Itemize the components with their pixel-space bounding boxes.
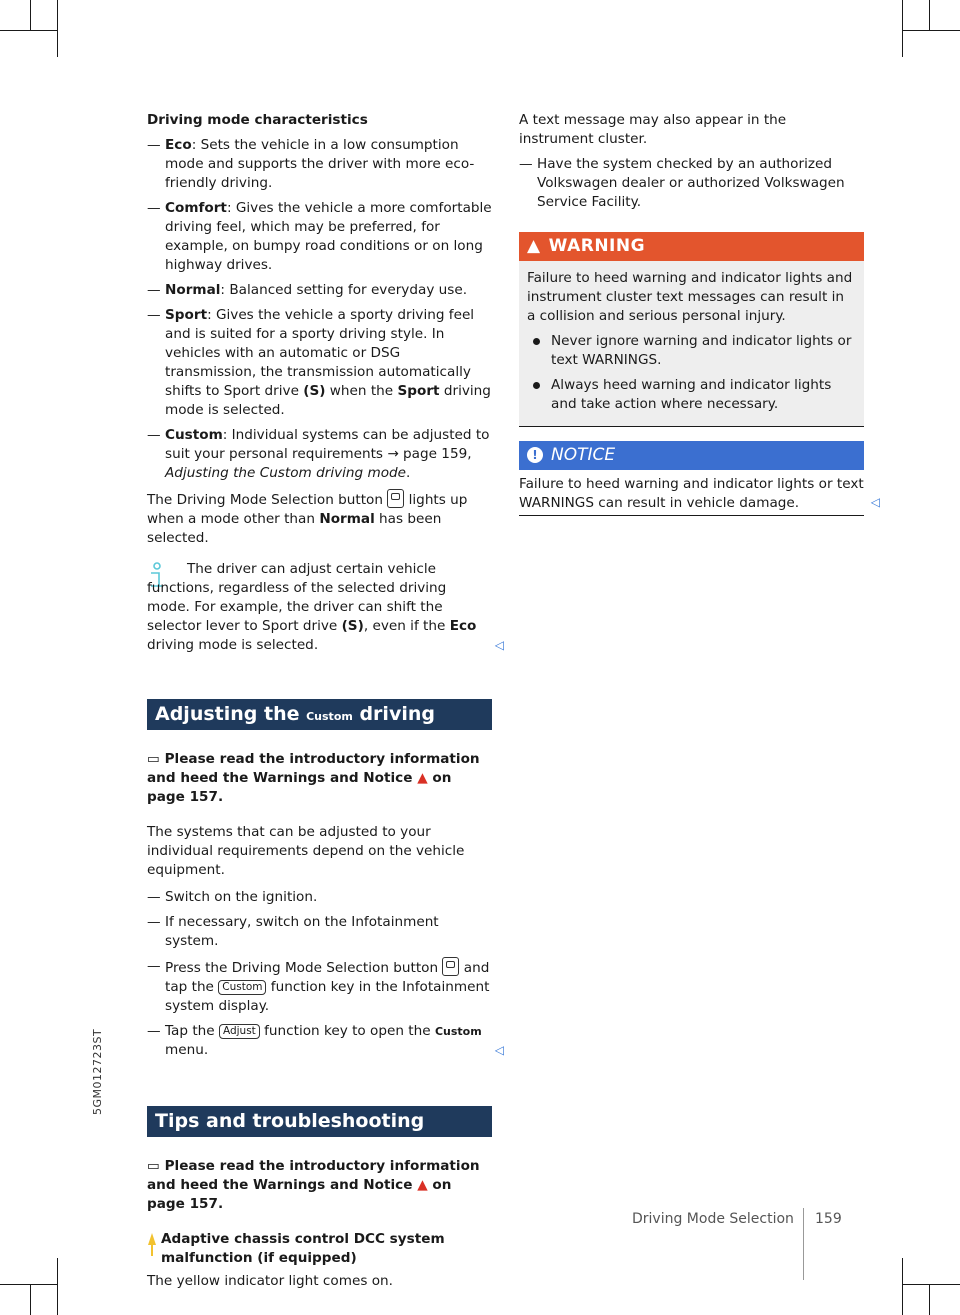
end-of-section-icon: ◁: [494, 638, 504, 652]
malfunction-heading: Adaptive chassis control DCC system malfunction (if equipped): [147, 1230, 492, 1268]
mode-item-custom: — Custom: Individual systems can be adjusted to suit your personal requirements → page 159, Adjusting the Custom driving mode.: [147, 426, 492, 483]
yellow-indicator-icon: [147, 1232, 157, 1258]
crop-mark: [929, 0, 930, 30]
book-icon: ▭: [147, 1158, 160, 1174]
page-link-title[interactable]: Adjusting the Custom driving mode: [165, 465, 407, 481]
crop-mark: [902, 30, 960, 31]
read-intro-note: ▭ Please read the introductory information and heed the Warnings and Notice ▲ on page 157.: [147, 751, 480, 805]
end-of-section-icon: ◁: [494, 1043, 504, 1057]
crop-mark: [30, 1284, 31, 1315]
notice-icon: !: [527, 447, 543, 463]
arrow-right-icon: →: [387, 446, 399, 462]
info-note: The driver can adjust certain vehicle functions, regardless of the selected driving mode. For example, the driver can shift the selector lever to Sport drive (S), even if the Eco driving mode is selected. ◁: [147, 561, 504, 653]
left-column: [147, 111, 504, 1297]
warning-bullet: Never ignore warning and indicator lights or text WARNINGS.: [527, 332, 856, 370]
mode-item-sport: — Sport: Gives the vehicle a sporty driving feel and is suited for a sporty driving style. In vehicles with an automatic or DSG transmission, the transmission automatically shifts to Sport drive (S) when the Sport driving mode is selected.: [147, 306, 492, 420]
footer-section-name: Driving Mode Selection: [632, 1211, 794, 1227]
page-link[interactable]: page 159,: [398, 446, 472, 462]
crop-mark: [57, 1258, 58, 1315]
warning-header: ▲ WARNING: [519, 232, 864, 261]
step-adjust: — Tap the Adjust function key to open the Custom menu. ◁: [147, 1022, 492, 1060]
end-of-section-icon: ◁: [870, 495, 880, 509]
step-infotainment: — If necessary, switch on the Infotainment system.: [147, 913, 492, 951]
section-heading-custom: Adjusting the Custom driving mode: [147, 699, 492, 730]
crop-mark: [30, 0, 31, 30]
warning-triangle-icon: ▲: [417, 770, 428, 786]
mode-item-normal: — Normal: Balanced setting for everyday use.: [147, 281, 492, 300]
adjust-function-key[interactable]: Adjust: [219, 1024, 260, 1039]
mode-item-eco: — Eco: Sets the vehicle in a low consumption mode and supports the driver with more eco-friendly driving.: [147, 136, 492, 193]
section-heading-tips: Tips and troubleshooting: [147, 1106, 492, 1137]
warning-text: Failure to heed warning and indicator lights and instrument cluster text messages can result in a collision and serious personal injury.: [527, 270, 853, 324]
notice-box: [519, 441, 880, 516]
book-icon: ▭: [147, 751, 160, 767]
notice-header: ! NOTICE: [519, 441, 864, 470]
warning-box: [519, 232, 864, 427]
document-code: 5GM012723ST: [91, 1028, 104, 1115]
crop-mark: [902, 1284, 960, 1285]
mode-button-icon: [442, 957, 459, 976]
crop-mark: [0, 30, 57, 31]
text-message-intro: A text message may also appear in the instrument cluster.: [519, 112, 787, 147]
page-number: 159: [815, 1211, 842, 1227]
mode-item-comfort: — Comfort: Gives the vehicle a more comfortable driving feel, which may be preferred, for example, on bumpy road conditions or on long highway drives.: [147, 199, 492, 275]
custom-intro: The systems that can be adjusted to your individual requirements depend on the vehicle equipment.: [147, 824, 465, 878]
custom-function-key[interactable]: Custom: [218, 980, 266, 995]
yellow-light-text: The yellow indicator light comes on.: [147, 1273, 393, 1289]
crop-mark: [902, 1258, 903, 1315]
mode-button-icon: [387, 489, 404, 508]
crop-mark: [0, 1284, 57, 1285]
warning-triangle-icon: ▲: [527, 236, 541, 256]
right-column: [519, 111, 880, 516]
crop-mark: [929, 1284, 930, 1315]
step-press-button: — Press the Driving Mode Selection button and tap the Custom function key in the Infotainment system display.: [147, 957, 492, 1016]
crop-mark: [57, 0, 58, 57]
footer-divider: [803, 1208, 804, 1280]
read-intro-note: ▭ Please read the introductory information and heed the Warnings and Notice ▲ on page 157.: [147, 1158, 480, 1212]
warning-triangle-icon: ▲: [417, 1177, 428, 1193]
mode-button-paragraph: The Driving Mode Selection button lights up when a mode other than Normal has been selected.: [147, 489, 492, 548]
step-ignition: — Switch on the ignition.: [147, 888, 492, 907]
step-check-system: — Have the system checked by an authorized Volkswagen dealer or authorized Volkswagen Service Facility.: [519, 155, 864, 212]
notice-text: Failure to heed warning and indicator lights or text WARNINGS can result in vehicle damage.: [519, 476, 864, 511]
characteristics-heading: Driving mode characteristics: [147, 112, 368, 128]
warning-bullet: Always heed warning and indicator lights and take action where necessary.: [527, 376, 856, 414]
crop-mark: [902, 0, 903, 57]
